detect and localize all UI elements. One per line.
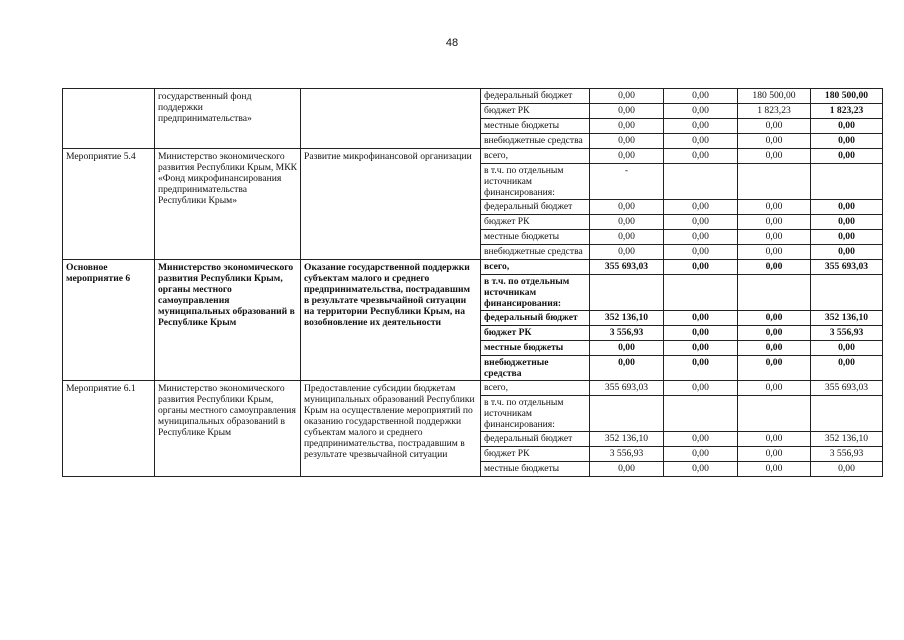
- value-cell: 3 556,93: [590, 326, 664, 341]
- value-cell: 180 500,00: [738, 89, 811, 104]
- funding-table: [62, 88, 883, 477]
- total-cell: 0,00: [811, 119, 883, 134]
- value-cell: 0,00: [664, 230, 738, 245]
- value-cell: 0,00: [590, 341, 664, 356]
- total-cell: 355 693,03: [811, 381, 883, 396]
- value-cell: 0,00: [590, 230, 664, 245]
- source-cell: местные бюджеты: [481, 119, 590, 134]
- value-cell: 355 693,03: [590, 381, 664, 396]
- table-row: [63, 89, 883, 104]
- value-cell: 0,00: [738, 447, 811, 462]
- value-cell: 1 823,23: [738, 104, 811, 119]
- total-cell: 0,00: [811, 341, 883, 356]
- value-cell: 0,00: [664, 326, 738, 341]
- total-cell: 0,00: [811, 215, 883, 230]
- source-cell: местные бюджеты: [481, 341, 590, 356]
- value-cell: 0,00: [738, 356, 811, 381]
- value-cell: 0,00: [738, 432, 811, 447]
- value-cell: [738, 396, 811, 432]
- value-cell: 0,00: [664, 104, 738, 119]
- value-cell: -: [590, 164, 664, 200]
- total-cell: 0,00: [811, 230, 883, 245]
- value-cell: 0,00: [738, 134, 811, 149]
- description-cell: [301, 89, 481, 149]
- value-cell: 0,00: [664, 447, 738, 462]
- value-cell: 0,00: [664, 462, 738, 477]
- total-cell: 0,00: [811, 134, 883, 149]
- description-cell: Предоставление субсидии бюджетам муниципальных образований Республики Крым на осуществление мероприятий по оказанию государственной поддержки субъектам малого и среднего предпринимательства, пострадавшим в результате чрезвычайной ситуации: [301, 381, 481, 477]
- total-cell: 0,00: [811, 245, 883, 260]
- value-cell: 352 136,10: [590, 311, 664, 326]
- value-cell: [738, 164, 811, 200]
- value-cell: 0,00: [664, 119, 738, 134]
- value-cell: [738, 275, 811, 311]
- executor-cell: Министерство экономического развития Республики Крым, органы местного самоуправления муниципальных образований в Республике Крым: [155, 381, 301, 477]
- total-cell: 0,00: [811, 200, 883, 215]
- description-cell: Оказание государственной поддержки субъектам малого и среднего предпринимательства, пострадавшим в результате чрезвычайной ситуации на территории Республики Крым, на возобновление их деятельности: [301, 260, 481, 381]
- value-cell: 0,00: [664, 356, 738, 381]
- total-cell: 3 556,93: [811, 447, 883, 462]
- value-cell: 0,00: [664, 341, 738, 356]
- value-cell: 0,00: [590, 104, 664, 119]
- value-cell: 0,00: [664, 260, 738, 275]
- value-cell: 0,00: [738, 245, 811, 260]
- total-cell: 355 693,03: [811, 260, 883, 275]
- value-cell: 352 136,10: [590, 432, 664, 447]
- value-cell: 0,00: [590, 215, 664, 230]
- value-cell: 0,00: [664, 200, 738, 215]
- value-cell: 0,00: [664, 245, 738, 260]
- source-cell: внебюджетные средства: [481, 245, 590, 260]
- total-cell: 1 823,23: [811, 104, 883, 119]
- value-cell: 0,00: [738, 311, 811, 326]
- value-cell: 0,00: [738, 326, 811, 341]
- value-cell: 0,00: [664, 381, 738, 396]
- source-cell: федеральный бюджет: [481, 89, 590, 104]
- source-cell: всего,: [481, 260, 590, 275]
- measure-cell: [63, 89, 155, 149]
- source-cell: всего,: [481, 149, 590, 164]
- total-cell: 352 136,10: [811, 311, 883, 326]
- total-cell: [811, 396, 883, 432]
- total-cell: 0,00: [811, 356, 883, 381]
- source-cell: федеральный бюджет: [481, 311, 590, 326]
- executor-cell: Министерство экономического развития Республики Крым, органы местного самоуправления муниципальных образований в Республике Крым: [155, 260, 301, 381]
- total-cell: 180 500,00: [811, 89, 883, 104]
- total-cell: 0,00: [811, 462, 883, 477]
- source-cell: бюджет РК: [481, 326, 590, 341]
- value-cell: [590, 396, 664, 432]
- measure-cell: Мероприятие 6.1: [63, 381, 155, 477]
- measure-cell: Мероприятие 5.4: [63, 149, 155, 260]
- value-cell: 0,00: [590, 89, 664, 104]
- value-cell: 0,00: [664, 89, 738, 104]
- value-cell: [664, 275, 738, 311]
- value-cell: 0,00: [664, 149, 738, 164]
- value-cell: 0,00: [590, 119, 664, 134]
- value-cell: 0,00: [590, 200, 664, 215]
- source-cell: внебюджетные средства: [481, 134, 590, 149]
- total-cell: 352 136,10: [811, 432, 883, 447]
- source-cell: местные бюджеты: [481, 230, 590, 245]
- source-cell: федеральный бюджет: [481, 200, 590, 215]
- source-cell: внебюджетные средства: [481, 356, 590, 381]
- value-cell: 0,00: [590, 462, 664, 477]
- table-row: [63, 260, 883, 275]
- source-cell: бюджет РК: [481, 215, 590, 230]
- source-cell: в т.ч. по отдельным источникам финансирования:: [481, 396, 590, 432]
- value-cell: 0,00: [664, 311, 738, 326]
- value-cell: 0,00: [738, 119, 811, 134]
- value-cell: 355 693,03: [590, 260, 664, 275]
- value-cell: 0,00: [738, 149, 811, 164]
- value-cell: 0,00: [738, 230, 811, 245]
- value-cell: 0,00: [738, 260, 811, 275]
- value-cell: 0,00: [590, 356, 664, 381]
- description-cell: Развитие микрофинансовой организации: [301, 149, 481, 260]
- source-cell: в т.ч. по отдельным источникам финансирования:: [481, 164, 590, 200]
- executor-cell: государственный фонд поддержки предпринимательства»: [155, 89, 301, 149]
- value-cell: 0,00: [590, 149, 664, 164]
- total-cell: [811, 164, 883, 200]
- value-cell: 0,00: [664, 432, 738, 447]
- value-cell: [590, 275, 664, 311]
- source-cell: федеральный бюджет: [481, 432, 590, 447]
- value-cell: 0,00: [664, 134, 738, 149]
- total-cell: 3 556,93: [811, 326, 883, 341]
- value-cell: 0,00: [590, 134, 664, 149]
- source-cell: бюджет РК: [481, 104, 590, 119]
- value-cell: 0,00: [738, 215, 811, 230]
- value-cell: 0,00: [738, 200, 811, 215]
- value-cell: 0,00: [590, 245, 664, 260]
- total-cell: [811, 275, 883, 311]
- table-row: [63, 381, 883, 396]
- page-number: 48: [445, 37, 459, 49]
- source-cell: всего,: [481, 381, 590, 396]
- value-cell: [664, 396, 738, 432]
- total-cell: 0,00: [811, 149, 883, 164]
- value-cell: 0,00: [738, 341, 811, 356]
- measure-cell: Основное мероприятие 6: [63, 260, 155, 381]
- value-cell: 0,00: [738, 381, 811, 396]
- source-cell: бюджет РК: [481, 447, 590, 462]
- source-cell: в т.ч. по отдельным источникам финансирования:: [481, 275, 590, 311]
- executor-cell: Министерство экономического развития Республики Крым, МКК «Фонд микрофинансирования предпринимательства Республики Крым»: [155, 149, 301, 260]
- value-cell: 0,00: [738, 462, 811, 477]
- table-row: [63, 149, 883, 164]
- source-cell: местные бюджеты: [481, 462, 590, 477]
- value-cell: 3 556,93: [590, 447, 664, 462]
- value-cell: [664, 164, 738, 200]
- value-cell: 0,00: [664, 215, 738, 230]
